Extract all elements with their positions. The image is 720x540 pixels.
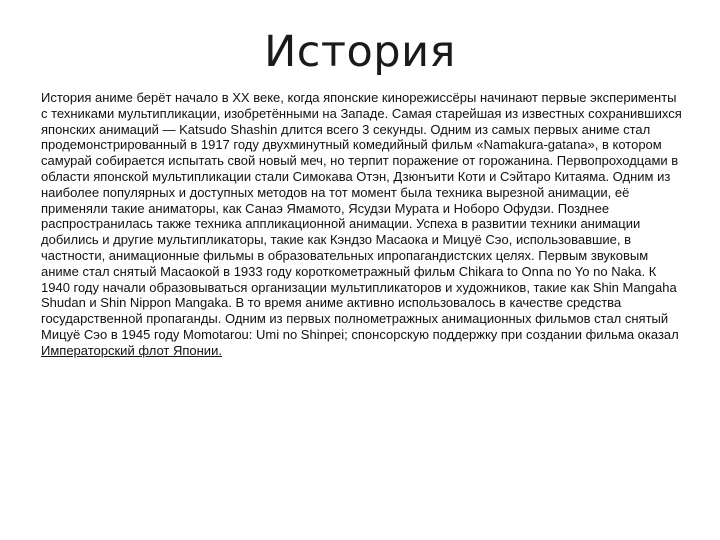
slide-title: История bbox=[264, 27, 456, 77]
body-text: История аниме берёт начало в XX веке, когда японские кинорежиссёры начинают первые эксперименты с техниками мультипликации, изобретёнными на Западе. Самая старейшая из известных сохранившихся японских анимаций — Katsudo Shashin длится всего 3 секунды. Одним из самых первых аниме стал продемонстрированный в 1917 году двухминутный комедийный фильм «Namakura-gatana», в котором самурай собирается испытать свой новый меч, но терпит поражение от горожанина. Первопроходцами в области японской мультипликации стали Симокава Отэн, Дзюнъити Коти и Сэйтаро Китаяма. Одним из наиболее популярных и доступных методов на тот момент была техника вырезной анимации, её применяли такие аниматоры, как Санаэ Ямамото, Ясудзи Мурата и Ноборо Офудзи. Позднее распространилась также техника аппликационной анимации. Успеха в развитии техники анимации добились и другие мультипликаторы, такие как Кэндзо Масаока и Мицуё Сэо, использовавшие, в частности, анимационные фильмы в образовательных ипропагандистских целях. Первым звуковым аниме стал снятый Масаокой в 1933 году короткометражный фильм Chikara to Onna no Yo no Naka. К 1940 году начали образовываться организации мультипликаторов и художников, такие как Shin Mangaha Shudan и Shin Nippon Mangaka. В то время аниме активно использовалось в качестве средства государственной пропаганды. Одним из первых полнометражных анимационных фильмов стал снятый Мицуё Сэо в 1945 году Momotarou: Umi no Shinpei; спонсорскую поддержку при создании фильма оказал bbox=[41, 90, 682, 342]
slide-body bbox=[41, 90, 683, 359]
imperial-navy-link[interactable]: Императорский флот Японии. bbox=[41, 342, 222, 358]
